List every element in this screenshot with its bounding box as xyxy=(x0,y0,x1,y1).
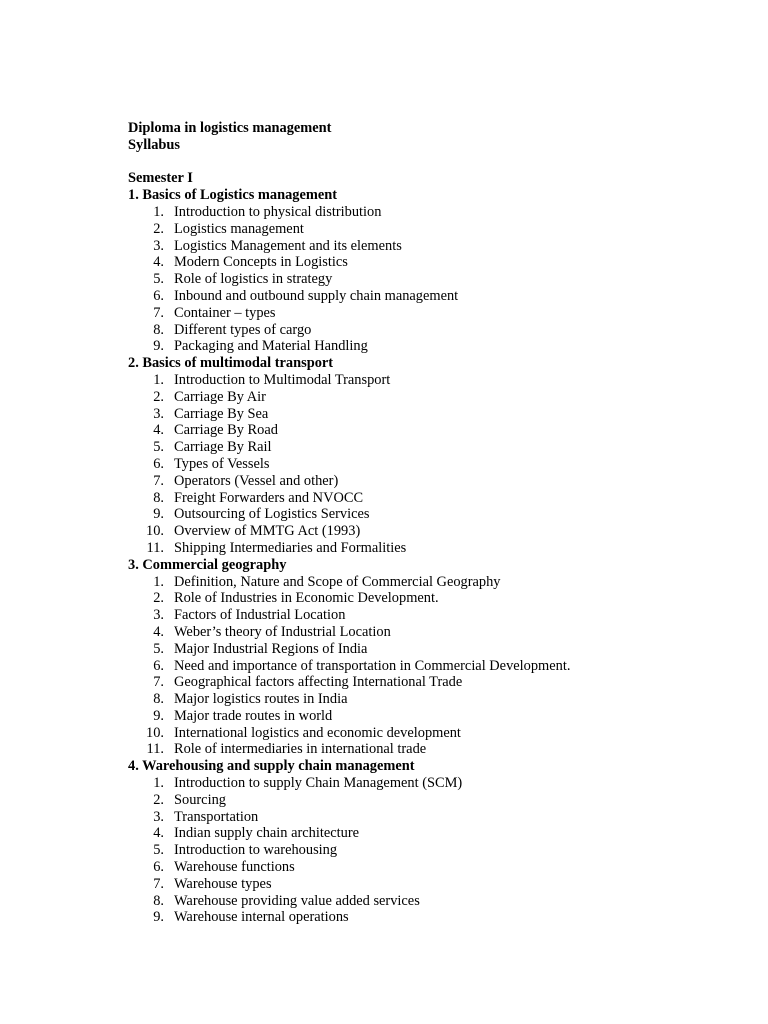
list-item-text: Outsourcing of Logistics Services xyxy=(174,506,370,523)
list-item-text: Factors of Industrial Location xyxy=(174,607,346,624)
list-item xyxy=(128,741,748,758)
list-item-text: Need and importance of transportation in Commercial Development. xyxy=(174,657,571,674)
semester-heading: Semester I xyxy=(128,170,193,187)
list-item xyxy=(128,406,748,423)
list-item-text: Shipping Intermediaries and Formalities xyxy=(174,539,407,556)
list-item-number: 2. xyxy=(153,590,164,607)
list-item xyxy=(128,288,748,305)
syllabus-sections xyxy=(128,187,748,926)
list-item-number: 9. xyxy=(153,338,164,355)
list-item-number: 2. xyxy=(153,791,164,808)
list-item xyxy=(128,254,748,271)
list-item-text: Role of Industries in Economic Development. xyxy=(174,590,439,607)
list-item-text: Introduction to warehousing xyxy=(174,842,338,859)
list-item-text: Major logistics routes in India xyxy=(174,691,348,708)
list-item-number: 2. xyxy=(153,220,164,237)
list-item-text: Role of intermediaries in international trade xyxy=(174,741,427,758)
list-item-text: Introduction to supply Chain Management (SCM) xyxy=(174,775,463,792)
document-page xyxy=(128,120,748,926)
list-item-number: 3. xyxy=(153,607,164,624)
list-item-number: 7. xyxy=(153,472,164,489)
list-item-text: Major trade routes in world xyxy=(174,707,333,724)
list-item xyxy=(128,607,748,624)
list-item-number: 8. xyxy=(153,691,164,708)
list-item-number: 11. xyxy=(146,539,164,556)
list-item-number: 1. xyxy=(153,775,164,792)
list-item-number: 5. xyxy=(153,640,164,657)
list-item-text: Role of logistics in strategy xyxy=(174,271,333,288)
list-item-text: Packaging and Material Handling xyxy=(174,338,368,355)
list-item-text: Carriage By Road xyxy=(174,422,278,439)
list-item-number: 8. xyxy=(153,489,164,506)
list-item-text: Types of Vessels xyxy=(174,455,270,472)
list-item xyxy=(128,641,748,658)
list-item-text: Carriage By Rail xyxy=(174,439,272,456)
list-item xyxy=(128,238,748,255)
list-item-text: Warehouse internal operations xyxy=(174,909,349,926)
list-item xyxy=(128,473,748,490)
list-item xyxy=(128,389,748,406)
list-item xyxy=(128,490,748,507)
list-item xyxy=(128,859,748,876)
list-item-number: 7. xyxy=(153,674,164,691)
list-item-text: Freight Forwarders and NVOCC xyxy=(174,489,364,506)
section-heading: 1. Basics of Logistics management xyxy=(128,187,338,204)
list-item-number: 4. xyxy=(153,422,164,439)
list-item-text: Geographical factors affecting International Trade xyxy=(174,674,463,691)
list-item-text: Definition, Nature and Scope of Commercial Geography xyxy=(174,573,501,590)
list-item-number: 8. xyxy=(153,321,164,338)
list-item-number: 1. xyxy=(153,371,164,388)
list-item-number: 6. xyxy=(153,657,164,674)
list-item-text: Indian supply chain architecture xyxy=(174,825,360,842)
list-item-text: Carriage By Sea xyxy=(174,405,269,422)
list-item xyxy=(128,221,748,238)
list-item xyxy=(128,305,748,322)
list-item xyxy=(128,825,748,842)
list-item-number: 9. xyxy=(153,506,164,523)
list-item xyxy=(128,574,748,591)
list-item-number: 9. xyxy=(153,909,164,926)
list-item xyxy=(128,523,748,540)
list-item xyxy=(128,372,748,389)
list-item-number: 4. xyxy=(153,623,164,640)
section-heading: 3. Commercial geography xyxy=(128,556,287,573)
list-item xyxy=(128,792,748,809)
list-item xyxy=(128,456,748,473)
list-item-text: Transportation xyxy=(174,808,259,825)
list-item-number: 5. xyxy=(153,439,164,456)
list-item xyxy=(128,674,748,691)
list-item xyxy=(128,809,748,826)
list-item-text: Operators (Vessel and other) xyxy=(174,472,339,489)
list-item-number: 1. xyxy=(153,573,164,590)
list-item-number: 4. xyxy=(153,254,164,271)
list-item xyxy=(128,422,748,439)
list-item-number: 6. xyxy=(153,455,164,472)
list-item xyxy=(128,876,748,893)
list-item-text: Logistics Management and its elements xyxy=(174,237,402,254)
list-item xyxy=(128,271,748,288)
list-item-number: 7. xyxy=(153,875,164,892)
list-item xyxy=(128,322,748,339)
list-item-number: 5. xyxy=(153,842,164,859)
list-item-number: 9. xyxy=(153,707,164,724)
list-item xyxy=(128,775,748,792)
list-item-text: Different types of cargo xyxy=(174,321,312,338)
list-item-text: Sourcing xyxy=(174,791,226,808)
list-item-number: 3. xyxy=(153,808,164,825)
list-item xyxy=(128,590,748,607)
section-heading: 2. Basics of multimodal transport xyxy=(128,355,334,372)
list-item-number: 5. xyxy=(153,271,164,288)
list-item-text: Warehouse functions xyxy=(174,859,295,876)
list-item xyxy=(128,540,748,557)
list-item-text: Warehouse types xyxy=(174,875,272,892)
list-item-text: International logistics and economic development xyxy=(174,724,461,741)
list-item xyxy=(128,506,748,523)
list-item-number: 2. xyxy=(153,388,164,405)
list-item xyxy=(128,909,748,926)
list-item-text: Major Industrial Regions of India xyxy=(174,640,368,657)
list-item xyxy=(128,893,748,910)
list-item xyxy=(128,708,748,725)
document-title: Diploma in logistics management xyxy=(128,120,332,136)
list-item-number: 4. xyxy=(153,825,164,842)
document-subtitle: Syllabus xyxy=(128,136,180,153)
list-item xyxy=(128,842,748,859)
list-item-text: Weber’s theory of Industrial Location xyxy=(174,623,391,640)
list-item xyxy=(128,658,748,675)
list-item-text: Container – types xyxy=(174,304,276,321)
list-item-number: 10. xyxy=(146,724,164,741)
list-item-number: 6. xyxy=(153,859,164,876)
list-item xyxy=(128,338,748,355)
list-item xyxy=(128,624,748,641)
list-item-text: Introduction to physical distribution xyxy=(174,203,382,220)
list-item xyxy=(128,725,748,742)
list-item xyxy=(128,204,748,221)
list-item-number: 8. xyxy=(153,892,164,909)
list-item-text: Introduction to Multimodal Transport xyxy=(174,371,391,388)
list-item-text: Warehouse providing value added services xyxy=(174,892,420,909)
list-item-text: Modern Concepts in Logistics xyxy=(174,254,348,271)
list-item-text: Carriage By Air xyxy=(174,388,266,405)
list-item-number: 10. xyxy=(146,523,164,540)
blank-line xyxy=(128,154,748,171)
list-item-number: 1. xyxy=(153,203,164,220)
list-item xyxy=(128,691,748,708)
list-item-number: 7. xyxy=(153,304,164,321)
list-item-text: Logistics management xyxy=(174,220,304,237)
list-item-number: 11. xyxy=(146,741,164,758)
list-item-text: Inbound and outbound supply chain management xyxy=(174,287,459,304)
section-heading: 4. Warehousing and supply chain management xyxy=(128,758,415,775)
list-item xyxy=(128,439,748,456)
list-item-number: 3. xyxy=(153,405,164,422)
list-item-number: 3. xyxy=(153,237,164,254)
list-item-number: 6. xyxy=(153,287,164,304)
list-item-text: Overview of MMTG Act (1993) xyxy=(174,523,361,540)
